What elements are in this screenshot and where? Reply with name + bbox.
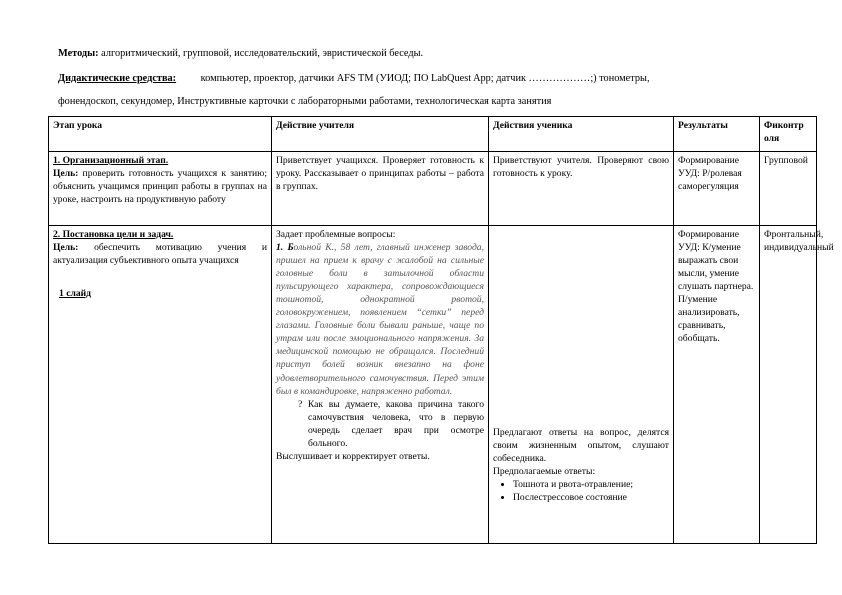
header-results: Результаты	[674, 117, 760, 152]
row2-teacher	[272, 226, 489, 544]
row2-student-list	[493, 478, 669, 504]
header-teacher: Действие учителя	[272, 117, 489, 152]
methods-line	[58, 48, 423, 59]
row1-stage-title: 1. Организационный этап.	[53, 155, 169, 166]
row1-form: Групповой	[760, 152, 817, 226]
row2-form: Фронтальный, индивидуальный	[760, 226, 817, 544]
means-text-1: компьютер, проектор, датчики AFS TM (УИОД; ПО LabQuest App; датчик ………………;) тонометры,	[200, 73, 650, 84]
case-text: ольной К., 58 лет, главный инженер завода, пришел на прием к врачу с жалобой на сильные головные боли в затылочной области пульсирующего характера, сопровождающиеся тошнотой, однократной рвотой, головокружением, появлением “сетки” перед глазами. Головные боли бывали раньше, чаще по утрам или после эмоционального напряжения. За медицинской помощью не обращался. Последний приступ болей возник внезапно на фоне удовлетворительного самочувствия. Перед этим был в командировке, напряженно работал.	[276, 242, 484, 397]
row1-goal-text: проверить готовность учащихся к занятию; объяснить учащимся принцип работы в группах на уроке, настроить на продуктивную работу	[53, 168, 267, 206]
means-line-2: фонендоскоп, секундомер, Инструктивные карточки с лабораторными работами, технологическая карта занятия	[58, 96, 552, 107]
row2-teacher-intro: Задает проблемные вопросы:	[276, 229, 396, 240]
case-number: 1. Б	[276, 242, 294, 254]
table-row	[49, 152, 817, 226]
slide-link[interactable]: 1 слайд	[59, 288, 92, 300]
list-item: • Тошнота и рвота-отравление;	[513, 478, 669, 491]
methods-label: Методы:	[58, 48, 99, 59]
list-item: • Послестрессовое состояние	[513, 491, 669, 504]
row2-stage-title: 2. Постановка цели и задач.	[53, 229, 174, 240]
row2-teacher-question: ? Как вы думаете, какова причина такого самочувствия человека, что в первую очередь сделает врач при осмотре больного.	[298, 398, 484, 449]
header-stage: Этап урока	[49, 117, 272, 152]
row1-student: Приветствуют учителя. Проверяют свою готовность к уроку.	[489, 152, 674, 226]
methods-text: алгоритмический, групповой, исследовательский, эвристической беседы.	[98, 48, 424, 59]
row2-teacher-case	[276, 241, 484, 398]
row2-student-spacer	[493, 228, 669, 426]
means-line	[58, 73, 650, 84]
table-row	[49, 226, 817, 544]
header-form: Фиконтр оля	[760, 117, 817, 152]
row2-student-text: Предлагают ответы на вопрос, делятся своим жизненным опытом, слушают собеседника.	[493, 427, 669, 465]
row1-results: Формирование УУД: Р/ролевая саморегуляция	[674, 152, 760, 226]
row2-teacher-outro: Выслушивает и корректирует ответы.	[276, 450, 430, 462]
lesson-table	[48, 116, 834, 544]
row2-stage	[49, 226, 272, 544]
table-header-row	[49, 117, 817, 152]
row2-goal-text: обеспечить мотивацию учения и актуализация субъективного опыта учащихся	[53, 242, 267, 267]
header-student: Действия ученика	[489, 117, 674, 152]
row2-results: Формирование УУД: К/умение выражать свои мысли, умение слушать партнера. П/умение анализировать, сравнивать, обобщать.	[674, 226, 760, 544]
row2-student	[489, 226, 674, 544]
row2-goal-label: Цель:	[53, 242, 79, 254]
row1-stage	[49, 152, 272, 226]
row1-goal-label: Цель:	[53, 168, 79, 180]
means-label: Дидактические средства:	[58, 73, 177, 84]
row2-student-expected: Предполагаемые ответы:	[493, 466, 596, 478]
row1-teacher: Приветствует учащихся. Проверяет готовность к уроку. Рассказывает о принципах работы – работа в группах.	[272, 152, 489, 226]
